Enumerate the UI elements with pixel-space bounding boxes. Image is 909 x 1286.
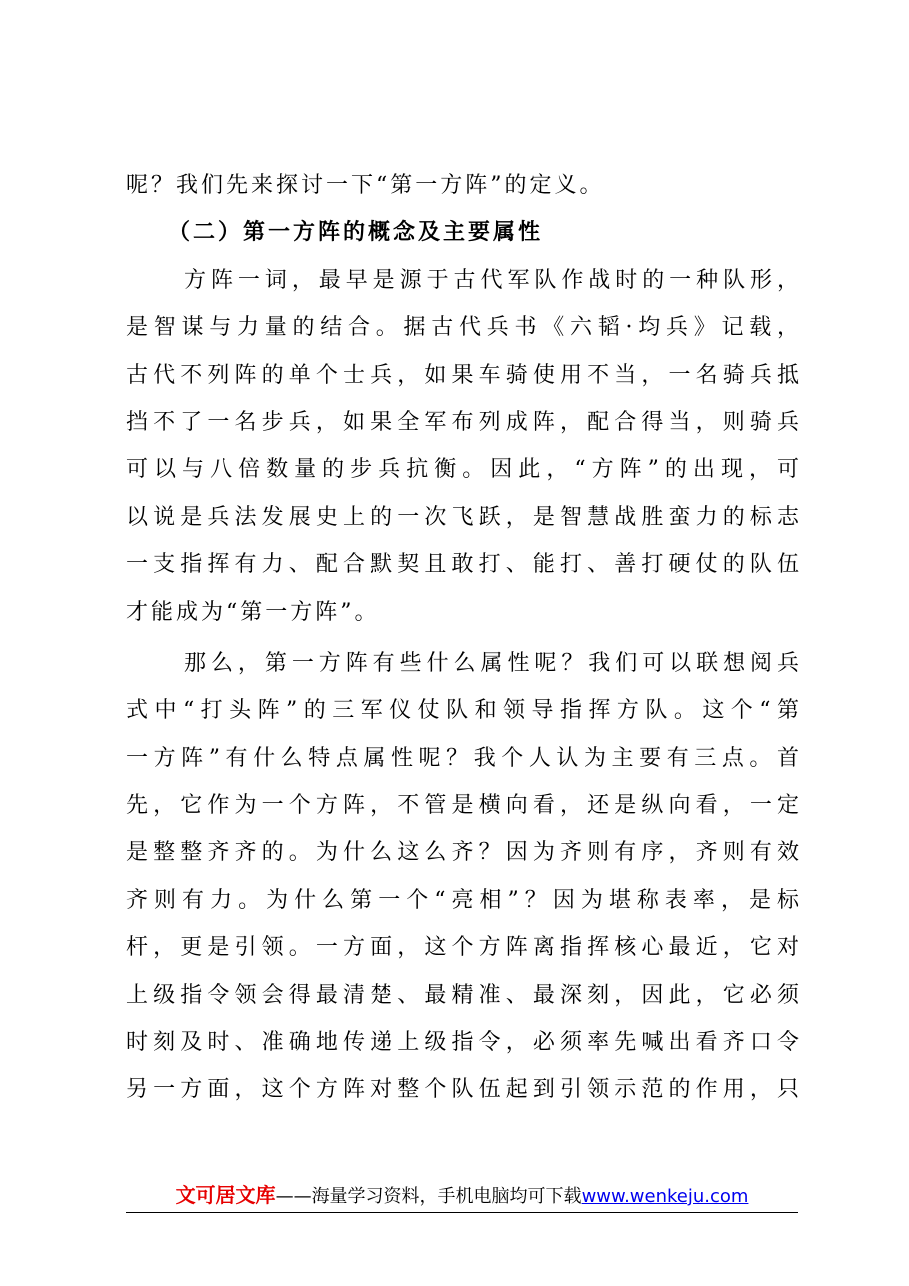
page-footer — [126, 1180, 798, 1210]
paragraph-line: 时刻及时、准确地传递上级指令，必须率先喊出看齐口令 — [126, 1030, 802, 1056]
paragraph-line: 呢？我们先来探讨一下“第一方阵”的定义。 — [126, 173, 605, 198]
paragraph-line: 先，它作为一个方阵，不管是横向看，还是纵向看，一定 — [126, 793, 802, 819]
paragraph-line: 方阵一词，最早是源于古代军队作战时的一种队形， — [184, 267, 802, 293]
footer-divider — [126, 1212, 798, 1213]
paragraph-line: 一方阵”有什么特点属性呢？我个人认为主要有三点。首 — [126, 745, 802, 771]
paragraph-line: 杆，更是引领。一方面，这个方阵离指挥核心最近，它对 — [126, 935, 802, 961]
paragraph-line: 以说是兵法发展史上的一次飞跃，是智慧战胜蛮力的标志 — [126, 504, 802, 530]
footer-link[interactable]: www.wenkeju.com — [581, 1186, 749, 1207]
document-body — [126, 162, 802, 1114]
section-heading: （二）第一方阵的概念及主要属性 — [168, 219, 544, 246]
paragraph-line: 另一方面，这个方阵对整个队伍起到引领示范的作用，只 — [126, 1077, 802, 1103]
paragraph-line: 可以与八倍数量的步兵抗衡。因此，“方阵”的出现，可 — [126, 457, 802, 483]
paragraph-line: 那么，第一方阵有些什么属性呢？我们可以联想阅兵 — [184, 650, 802, 676]
footer-tagline: ——海量学习资料，手机电脑均可下载 — [275, 1186, 582, 1207]
footer-brand: 文可居文库 — [175, 1183, 276, 1207]
paragraph-line: 才能成为“第一方阵”。 — [126, 599, 380, 625]
paragraph-line: 古代不列阵的单个士兵，如果车骑使用不当，一名骑兵抵 — [126, 362, 802, 388]
paragraph-line: 是智谋与力量的结合。据古代兵书《六韬·均兵》记载， — [126, 315, 802, 341]
paragraph-line: 式中“打头阵”的三军仪仗队和领导指挥方队。这个“第 — [126, 698, 802, 724]
paragraph-line: 挡不了一名步兵，如果全军布列成阵，配合得当，则骑兵 — [126, 409, 802, 435]
paragraph-line: 是整整齐齐的。为什么这么齐？因为齐则有序，齐则有效 — [126, 840, 802, 866]
paragraph-line: 上级指令领会得最清楚、最精准、最深刻，因此，它必须 — [126, 982, 802, 1008]
paragraph-line: 一支指挥有力、配合默契且敢打、能打、善打硬仗的队伍 — [126, 552, 802, 578]
paragraph-line: 齐则有力。为什么第一个“亮相”？因为堪称表率，是标 — [126, 887, 802, 913]
